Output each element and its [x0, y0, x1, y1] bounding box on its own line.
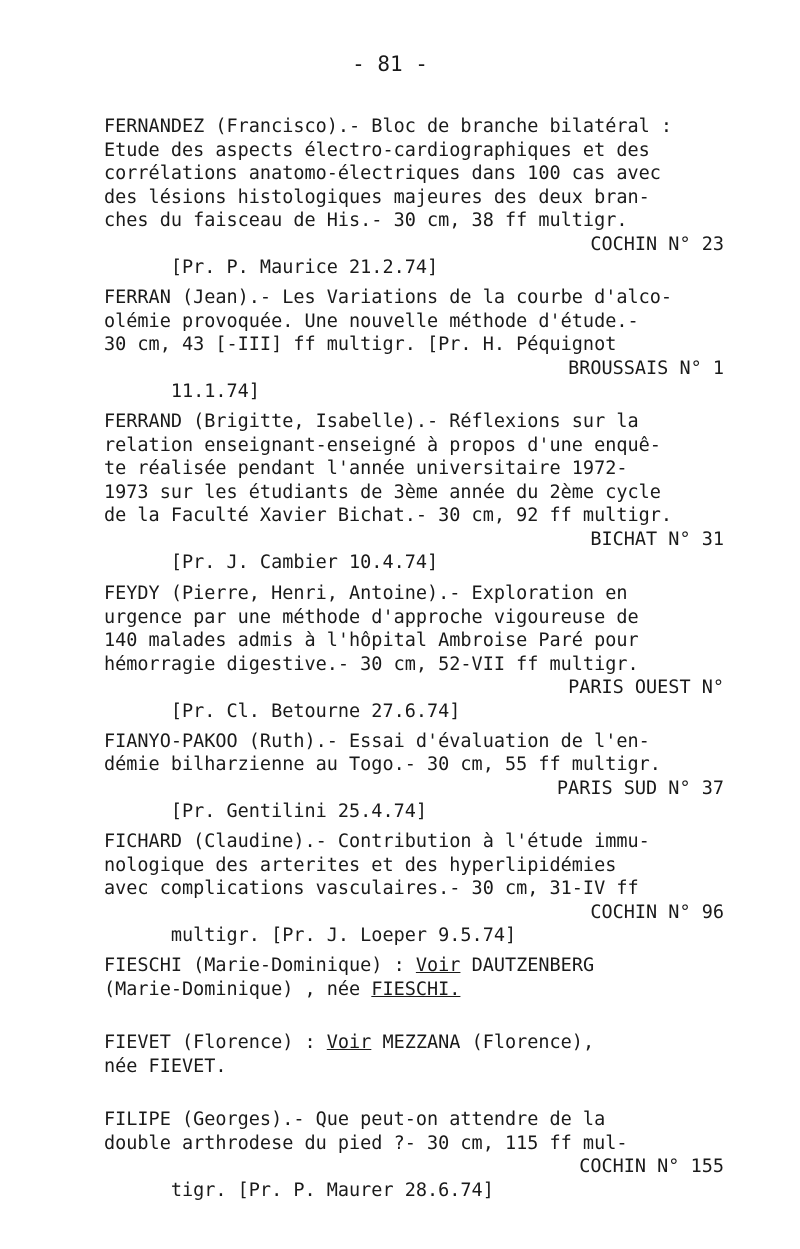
entry-name: FIEVET (Florence) : — [104, 1032, 327, 1053]
entry-name: FIESCHI (Marie-Dominique) : — [104, 955, 416, 976]
entry-location: BROUSSAIS N° 1 — [568, 357, 724, 379]
entry-line: FICHARD (Claudine).- Contribution à l'étude immu- — [104, 831, 650, 852]
list-item-fichard — [104, 830, 724, 946]
entry-line: urgence par une méthode d'approche vigoureuse de — [104, 606, 639, 628]
entry-last-line — [104, 901, 724, 946]
entry-line: relation enseignant-enseigné à propos d'une enquê- — [104, 434, 661, 456]
voir-link: Voir — [415, 955, 461, 976]
entry-line: des lésions histologiques majeures des deux bran- — [104, 186, 650, 208]
entry-supervisor: [Pr. P. Maurice 21.2.74] — [170, 257, 439, 278]
entry-line — [104, 978, 724, 1002]
entry-line: FIANYO-PAKOO (Ruth).- Essai d'évaluation de l'en- — [104, 730, 650, 752]
entry-line: corrélations anatomo-électriques dans 100 cas avec — [104, 163, 661, 184]
entry-line: avec complications vasculaires.- 30 cm, 31-IV ff — [104, 878, 639, 899]
list-item-fianyo-pakoo — [104, 730, 724, 822]
entry-line: 30 cm, 43 [-III] ff multigr. [Pr. H. Péquignot — [104, 334, 617, 355]
entry-supervisor: 11.1.74] — [170, 381, 260, 402]
page-number: - 81 - — [352, 52, 428, 76]
entry-line: née FIEVET. — [104, 1055, 227, 1077]
entry-last-line — [104, 676, 724, 722]
entry-line: FILIPE (Georges).- Que peut-on attendre de la — [104, 1109, 606, 1130]
entry-line: FERRAN (Jean).- Les Variations de la courbe d'alco- — [104, 287, 673, 308]
entry-line: ches du faisceau de His.- 30 cm, 38 ff multigr. — [104, 210, 628, 231]
entry-last-line — [104, 777, 724, 822]
entry-line: FEYDY (Pierre, Henri, Antoine).- Exploration en — [104, 583, 628, 604]
entry-location: COCHIN N° 155 — [579, 1156, 724, 1177]
entry-last-line — [104, 233, 724, 278]
entry-location: BICHAT N° 31 — [590, 528, 724, 550]
entry-last-line — [104, 1155, 724, 1201]
entry-line: 1973 sur les étudiants de 3ème année du 2ème cycle — [104, 481, 661, 503]
entry-supervisor: [Pr. Cl. Betourne 27.6.74] — [170, 700, 461, 722]
entry-line: Etude des aspects électro-cardiographiques et des — [104, 139, 650, 161]
bibliography-list — [104, 115, 724, 1210]
entry-line: olémie provoquée. Une nouvelle méthode d'étude.- — [104, 310, 639, 332]
entry-line: FERNANDEZ (Francisco).- Bloc de branche bilatéral : — [104, 116, 673, 137]
entry-location: PARIS SUD N° 37 — [556, 777, 724, 799]
entry-line: démie bilharzienne au Togo.- 30 cm, 55 ff multigr. — [104, 754, 661, 775]
entry-line: double arthrodese du pied ?- 30 cm, 115 ff mul- — [104, 1132, 628, 1154]
entry-line: te réalisée pendant l'année universitaire 1972- — [104, 458, 628, 479]
list-item-feydy — [104, 582, 724, 722]
entry-line: 140 malades admis à l'hôpital Ambroise Paré pour — [104, 630, 639, 651]
list-item-filipe — [104, 1108, 724, 1201]
entry-location: COCHIN N° 96 — [590, 901, 724, 923]
list-item-ferran — [104, 286, 724, 402]
list-item-fieschi — [104, 954, 724, 1001]
entry-last-line — [104, 357, 724, 402]
entry-line: de la Faculté Xavier Bichat.- 30 cm, 92 ff multigr. — [104, 505, 673, 526]
entry-location: COCHIN N° 23 — [590, 233, 724, 255]
entry-supervisor: tigr. [Pr. P. Maurer 28.6.74] — [170, 1179, 494, 1201]
list-item-fievet — [104, 1031, 724, 1078]
entry-line: FERRAND (Brigitte, Isabelle).- Réflexions sur la — [104, 411, 639, 432]
entry-location: PARIS OUEST N° — [568, 677, 724, 698]
entry-line — [104, 954, 724, 978]
list-item-ferrand — [104, 410, 724, 573]
list-item-fernandez — [104, 115, 724, 278]
entry-supervisor: multigr. [Pr. J. Loeper 9.5.74] — [170, 925, 517, 946]
entry-last-line — [104, 528, 724, 573]
cross-reference: (Marie-Dominique) , née — [104, 978, 372, 1000]
entry-line: hémorragie digestive.- 30 cm, 52-VII ff multigr. — [104, 653, 639, 675]
cross-reference: MEZZANA (Florence), — [371, 1032, 595, 1053]
entry-line: nologique des arterites et des hyperlipidémies — [104, 854, 617, 876]
entry-supervisor: [Pr. J. Cambier 10.4.74] — [170, 552, 439, 573]
entry-supervisor: [Pr. Gentilini 25.4.74] — [170, 801, 428, 822]
cross-reference: DAUTZENBERG — [460, 955, 595, 976]
maiden-name: FIESCHI. — [371, 978, 461, 1000]
entry-line — [104, 1031, 724, 1055]
voir-link: Voir — [326, 1032, 372, 1053]
